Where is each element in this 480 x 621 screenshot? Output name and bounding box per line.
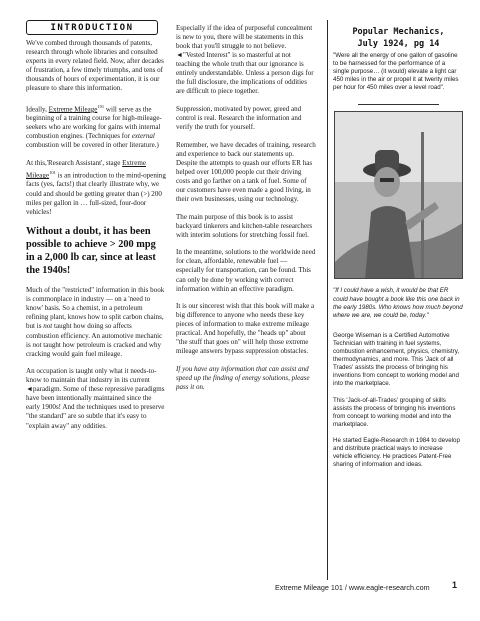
column-middle (176, 24, 316, 392)
page-number: 1 (452, 580, 458, 590)
paragraph: An occupation is taught only what it needs-to-know to maintain that industry in its current ◄paradigm. Some of these repressive paradigms have been intentionally maintained since the early 1900s! And the techniques used to preserve "the standard" are so subtle that it's easy to "explain away" any oddities. (26, 367, 165, 430)
closing-appeal: If you have any information that can assist and speed up the finding of energy solutions, please pass it on. (176, 365, 310, 392)
sidebar-wish-quote: "If I could have a wish, it would be that ER could have bought a book like this one back in the early 1980s. Who knows how much beyond where we are, we could be, today." (333, 287, 463, 319)
tm-mark: 101 (97, 103, 105, 109)
paragraph: Ideally, Extreme Mileage$^{101}$ will serve as the beginning of a training course for high-mileage-seekers who are working for gains with internal combustion engines. (Techniques for external combustion will be covered in other literature.) (26, 103, 162, 150)
page-footer: Extreme Mileage 101 / www.eagle-research.com (275, 583, 430, 592)
paragraph: In the meantime, solutions to the worldwide need for clean, affordable, renewable fuel — especially for transportation, can be found. This can only be done by working with correct information within an effective paradigm. (176, 248, 316, 293)
book-title: Extreme Mileage (26, 159, 146, 180)
paragraph: Much of the "restricted" information in this book is commonplace in industry — on a 'need to know' basis. So a chemist, in a petroleum refining plant, knows how to split carbon chains, but is not taught how doing so affects combustion efficiency. An automotive mechanic is not taught how petroleum is cracked and why cracking would gain fuel mileage. (26, 286, 165, 358)
paragraph: We've combed through thousands of patents, research through whole libraries and consulted experts in every related field. Now, after decades of frustration, a few timely triumphs, and tens of thousands of hours of experimentation, it is our pleasure to share this information. (26, 39, 164, 93)
column-left (26, 20, 166, 439)
book-title: Extreme Mileage (48, 105, 98, 114)
author-bio: He started Eagle-Research in 1984 to develop and distribute practical ways to increase vehicle efficiency. He practices Patent-Free sharing of information and ideas. (333, 436, 460, 469)
paragraph: Especially if the idea of purposeful concealment is new to you, there will be statements in this book that you'll struggle to not believe. ◄"Vested Interest" is so masterful at not teaching the whole truth that our ignorance is entirely understandable. Unless a person digs for the full disclosure, the implications of oddities are difficult to piece together. (176, 24, 314, 96)
tm-mark: 101 (49, 170, 56, 176)
sidebar-title: Popular Mechanics, July 1924, pg 14 (352, 27, 445, 49)
paragraph: It is our sincerest wish that this book will make a big difference to anyone who needs these key pieces of information to make extreme mileage practical. And hopefully, the "heads up" about "the stuff that goes on" will help those extreme mileage answers bypass suppression obstacles. (176, 302, 315, 356)
sidebar-quote: "Were all the energy of one gallon of gasoline to be harnessed for the performance of a single purpose… (it would) elevate a light car 450 miles in the air or propel it at twenty miles per hour for 450 miles over a level road". (333, 52, 459, 92)
author-bio: George Wiseman is a Certified Automotive Technician with training in fuel systems, combustion enhancement, physics, chemistry, thermodynamics, and more. This 'Jack of all Trades' assists the process of bringing his inventions from concept to working model and into the marketplace. (333, 331, 460, 388)
introduction-heading-box (26, 20, 158, 35)
paragraph: Suppression, motivated by power, greed and control is real. Research the information and verify the truth for yourself. (176, 104, 302, 132)
paragraph: The main purpose of this book is to assist backyard tinkerers and kitchen-table researchers with interim solutions for stretching fossil fuel. (176, 212, 313, 239)
paragraph: Remember, we have decades of training, research and experience to back our statements up. Despite the attempts to quash our efforts ER has helped over 100,000 people cut their driving costs and go farther on a tank of fuel. Some of our customers have even made a good living, in their own businesses, using our technology. (176, 140, 316, 203)
highlight-statement: Without a doubt, it has been possible to achieve > 200 mpg in a 2,000 lb car, since at least the 1940s! (26, 226, 156, 277)
divider (358, 104, 439, 105)
author-photo-illustration (335, 112, 463, 279)
paragraph: At this,'Research Assistant', stage Extreme Mileage$^{101}$ is an introduction to the mind-opening facts (yes, facts!) that clearly illustrate why, we could and should be getting greater than (>) 200 miles per gallon in … full-sized, four-door vehicles! (26, 159, 166, 216)
sidebar (327, 20, 469, 580)
author-photo (334, 111, 463, 279)
author-bio: This 'Jack-of-all-Trades' grouping of skills assists the process of bringing his inventions from concept to working model and into the marketplace. (333, 396, 456, 428)
section-heading: INTRODUCTION (50, 22, 134, 33)
